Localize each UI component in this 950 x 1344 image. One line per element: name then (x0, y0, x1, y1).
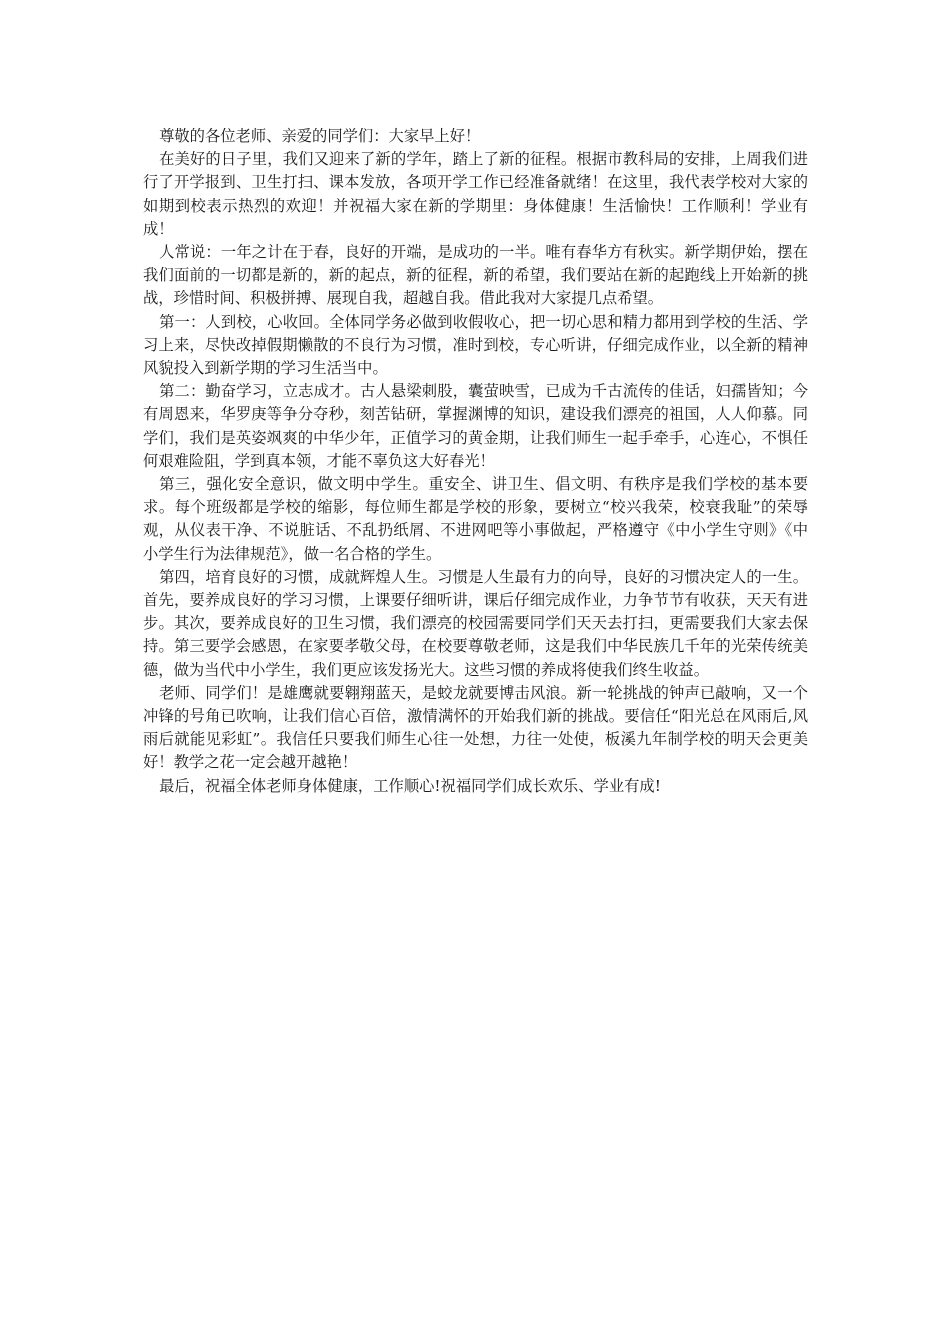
hope-three-paragraph: 第三，强化安全意识，做文明中学生。重安全、讲卫生、倡文明、有秩序是我们学校的基本要求。每个班级都是学校的缩影，每位师生都是学校的形象，要树立“校兴我荣，校衰我耻”的荣辱观，从仪表干净、不说脏话、不乱扔纸屑、不进网吧等小事做起，严格遵守《中小学生守则》《中小学生行为法律规范》，做一名合格的学生。 (143, 475, 808, 563)
encouragement-paragraph: 老师、同学们！是雄鹰就要翱翔蓝天，是蛟龙就要博击风浪。新一轮挑战的钟声已敲响，又一个冲锋的号角已吹响，让我们信心百倍，激情满怀的开始我们新的挑战。要信任“阳光总在风雨后,风雨后就能见彩虹”。我信任只要我们师生心往一处想，力往一处使，板溪九年制学校的明天会更美好！教学之花一定会越开越艳！ (143, 683, 808, 772)
hope-four-paragraph: 第四，培育良好的习惯，成就辉煌人生。习惯是人生最有力的向导，良好的习惯决定人的一生。首先，要养成良好的学习习惯，上课要仔细听讲，课后仔细完成作业，力争节节有收获，天天有进步。其次，要养成良好的卫生习惯，我们漂亮的校园需要同学们天天去打扫，更需要我们大家去保持。第三要学会感恩，在家要孝敬父母，在校要尊敬老师，这是我们中华民族几千年的光荣传统美德，做为当代中小学生，我们更应该发扬光大。这些习惯的养成将使我们终生收益。 (143, 567, 808, 679)
welcome-paragraph: 在美好的日子里，我们又迎来了新的学年，踏上了新的征程。根据市教科局的安排，上周我们进行了开学报到、卫生打扫、课本发放，各项开学工作已经准备就绪！在这里，我代表学校对大家的如期到校表示热烈的欢迎！并祝福大家在新的学期里：身体健康！生活愉快！工作顺利！学业有成！ (143, 150, 808, 238)
greeting-paragraph: 尊敬的各位老师、亲爱的同学们：大家早上好！ (159, 127, 481, 145)
speech-text (143, 125, 808, 798)
new-start-paragraph: 人常说：一年之计在于春，良好的开端，是成功的一半。唯有春华方有秋实。新学期伊始，摆在我们面前的一切都是新的，新的起点，新的征程，新的希望，我们要站在新的起跑线上开始新的挑战，珍惜时间、积极拼搏、展现自我，超越自我。借此我对大家提几点希望。 (143, 243, 808, 308)
closing-paragraph: 最后，祝福全体老师身体健康，工作顺心!祝福同学们成长欢乐、学业有成! (159, 776, 661, 795)
hope-two-paragraph: 第二：勤奋学习，立志成才。古人悬梁刺股，囊萤映雪，已成为千古流传的佳话，妇孺皆知；今有周恩来，华罗庚等争分夺秒，刻苦钻研，掌握渊博的知识，建设我们漂亮的祖国，人人仰慕。同学们，我们是英姿飒爽的中华少年，正值学习的黄金期，让我们师生一起手牵手，心连心，不惧任何艰难险阻，学到真本领，才能不辜负这大好春光！ (143, 382, 808, 470)
hope-one-paragraph: 第一：人到校，心收回。全体同学务必做到收假收心，把一切心思和精力都用到学校的生活、学习上来，尽快改掉假期懒散的不良行为习惯，准时到校，专心听讲，仔细完成作业，以全新的精神风貌投入到新学期的学习生活当中。 (143, 312, 808, 378)
